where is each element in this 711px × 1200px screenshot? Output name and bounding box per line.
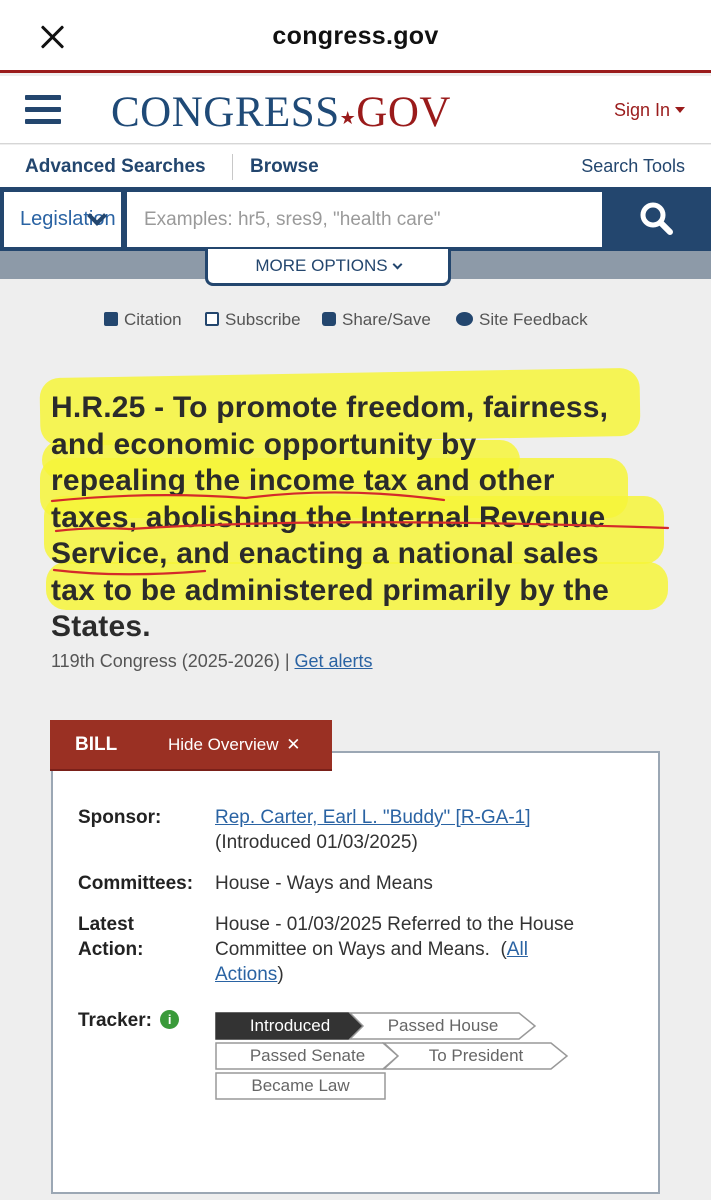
- step-label: To President: [428, 1046, 524, 1065]
- search-button[interactable]: [606, 187, 711, 251]
- browser-bar: [0, 0, 711, 73]
- sponsor-value: [215, 805, 635, 855]
- share-icon: [322, 312, 336, 326]
- title-line: tax to be administered primarily by the: [51, 573, 609, 607]
- step-label: Became Law: [251, 1076, 350, 1095]
- search-tools-link[interactable]: Search Tools: [581, 156, 685, 176]
- tracker-step-became-law: [215, 1072, 386, 1100]
- menu-icon[interactable]: [25, 95, 61, 125]
- subscribe-link[interactable]: [205, 310, 301, 330]
- tracker-step-passed-house: [349, 1012, 537, 1040]
- share-save-label: Share/Save: [342, 310, 431, 329]
- logo-left: CONGRESS: [111, 89, 340, 136]
- hide-overview-button[interactable]: [168, 735, 301, 755]
- all-actions-link-cont[interactable]: Actions: [215, 964, 278, 985]
- site-feedback-link[interactable]: [456, 310, 588, 330]
- advanced-searches-link[interactable]: Advanced Searches: [25, 156, 206, 177]
- sign-in-button[interactable]: [614, 100, 685, 121]
- subscribe-label: Subscribe: [225, 310, 301, 329]
- page-tools: [0, 308, 711, 332]
- caret-down-icon: [675, 107, 685, 113]
- citation-icon: [104, 312, 118, 326]
- latest-action-line: Actions): [215, 964, 284, 985]
- latest-action-label: [78, 912, 143, 962]
- title-line: States.: [51, 610, 151, 643]
- title-line: Service, and enacting a national sales: [51, 537, 599, 570]
- site-feedback-label: Site Feedback: [479, 310, 588, 329]
- site-header: [0, 76, 711, 144]
- speech-bubble-icon: [456, 312, 473, 326]
- tracker-label-text: Tracker:: [78, 1010, 152, 1031]
- more-options-label: MORE OPTIONS: [255, 256, 388, 275]
- tracker-step-introduced: [215, 1012, 365, 1040]
- all-actions-link[interactable]: All: [506, 939, 528, 960]
- mail-icon: [205, 312, 219, 326]
- more-options-button[interactable]: [205, 249, 451, 286]
- red-underline-marks: [0, 480, 711, 580]
- citation-link[interactable]: [104, 310, 182, 330]
- info-icon[interactable]: i: [160, 1010, 179, 1029]
- latest-action-line: House - 01/03/2025 Referred to the House: [215, 914, 575, 935]
- title-line: repealing the income tax and other: [51, 464, 555, 497]
- search-bar: [0, 187, 711, 251]
- title-line: taxes, abolishing the Internal Revenue: [51, 500, 606, 534]
- latest-label-line: Action:: [78, 939, 144, 960]
- latest-label-line: Latest: [78, 914, 134, 935]
- committees-label: Committees:: [78, 873, 194, 894]
- step-label: Introduced: [249, 1016, 331, 1035]
- chevron-down-icon: [392, 260, 402, 270]
- search-scope-value: Legislation: [20, 208, 116, 230]
- sponsor-introduced: (Introduced 01/03/2025): [215, 832, 418, 853]
- get-alerts-link[interactable]: Get alerts: [294, 651, 373, 671]
- step-label: Passed House: [387, 1016, 499, 1035]
- search-input[interactable]: [127, 192, 602, 247]
- latest-action-text: Committee on Ways and Means.: [215, 939, 490, 960]
- tracker-step-passed-senate: [215, 1042, 400, 1070]
- secondary-nav: [0, 145, 711, 187]
- tracker-label: [78, 1008, 179, 1033]
- committees-value: House - Ways and Means: [215, 873, 433, 894]
- bill-tab-label: BILL: [75, 734, 118, 755]
- title-line: H.R.25 - To promote freedom, fairness,: [51, 391, 609, 424]
- tracker-step-to-president: [383, 1042, 569, 1070]
- step-label: Passed Senate: [249, 1046, 366, 1065]
- congress-label: 119th Congress (2025-2026) |: [51, 651, 290, 671]
- sponsor-link[interactable]: Rep. Carter, Earl L. "Buddy" [R-GA-1]: [215, 807, 531, 828]
- latest-action-value: [215, 912, 635, 987]
- site-logo[interactable]: [111, 88, 451, 137]
- nav-divider: [232, 154, 233, 180]
- star-icon: ★: [339, 108, 357, 128]
- citation-label: Citation: [124, 310, 182, 329]
- title-line: and economic opportunity by: [51, 427, 477, 461]
- browser-url: congress.gov: [272, 22, 439, 50]
- sponsor-label: Sponsor:: [78, 807, 162, 828]
- close-icon: ✕: [281, 735, 301, 754]
- congress-session: [51, 651, 373, 672]
- search-scope-select[interactable]: [4, 192, 121, 247]
- hide-overview-label: Hide Overview: [168, 735, 279, 754]
- browse-link[interactable]: Browse: [250, 156, 319, 177]
- sign-in-label: Sign In: [613, 100, 670, 120]
- search-icon: [639, 201, 673, 235]
- bill-tab: [50, 720, 332, 771]
- logo-right: GOV: [356, 89, 451, 136]
- latest-action-line: Committee on Ways and Means. (All: [215, 939, 528, 960]
- share-save-link[interactable]: [322, 310, 431, 330]
